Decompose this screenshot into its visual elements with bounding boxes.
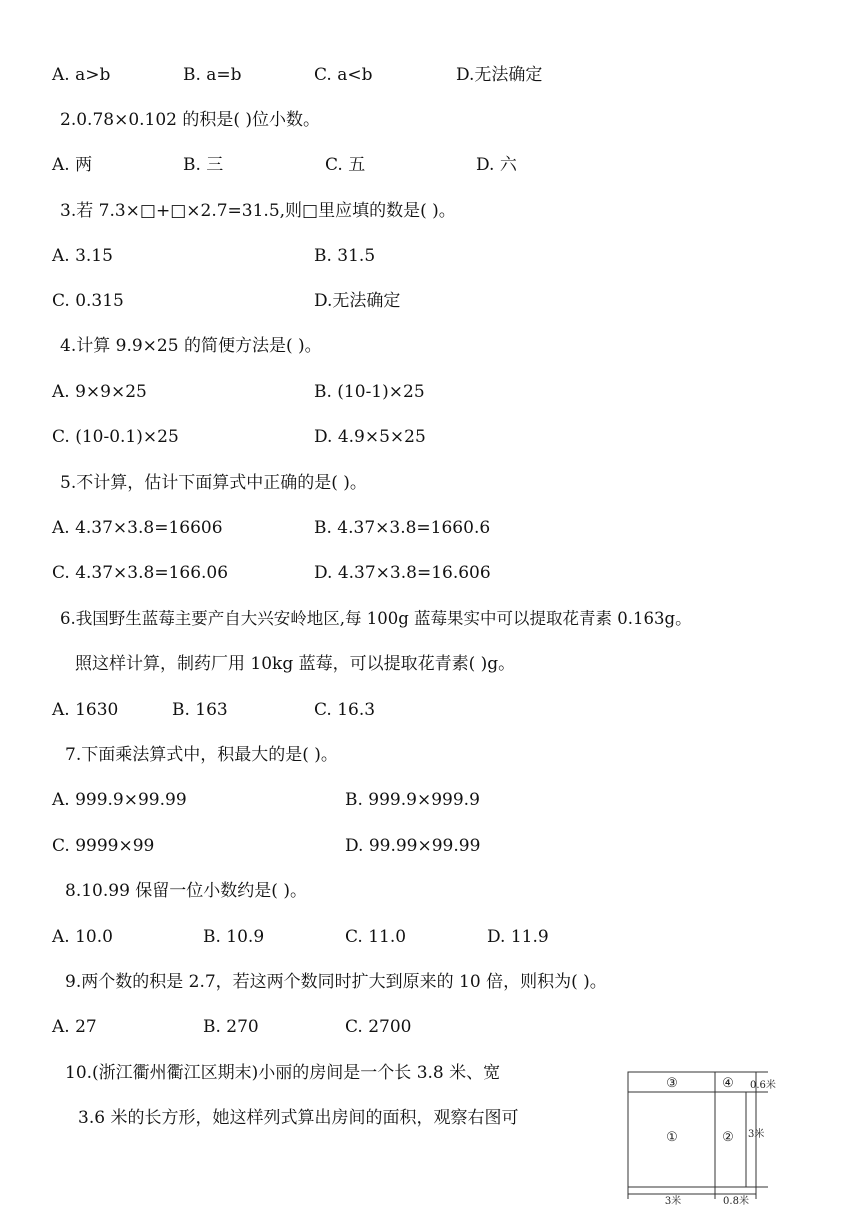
q6-stem-line1: 6.我国野生蓝莓主要产自大兴安岭地区,每 100g 蓝莓果实中可以提取花青素 0.163g。 <box>60 609 692 628</box>
q6-option-a: A. 1630 <box>52 700 119 720</box>
q8-option-a: A. 10.0 <box>52 927 113 947</box>
q2-option-b: B. 三 <box>183 155 224 175</box>
q3-option-c: C. 0.315 <box>52 291 124 311</box>
q8-stem: 8.10.99 保留一位小数约是( )。 <box>65 881 307 901</box>
q4-option-b: B. (10-1)×25 <box>314 382 425 402</box>
q5-stem: 5.不计算，估计下面算式中正确的是( )。 <box>60 473 367 493</box>
q7-option-d: D. 99.99×99.99 <box>345 836 481 856</box>
q7-option-c: C. 9999×99 <box>52 836 155 856</box>
dim-right-label: 3米 <box>748 1129 765 1140</box>
q1-option-a: A. a>b <box>52 65 111 85</box>
q4-option-d: D. 4.9×5×25 <box>314 427 426 447</box>
q10-stem-line1: 10.(浙江衢州衢江区期末)小丽的房间是一个长 3.8 米、宽 <box>65 1063 501 1083</box>
dim-bottom-right-label: 0.8米 <box>723 1196 749 1206</box>
q2-option-c: C. 五 <box>325 155 366 175</box>
q7-stem: 7.下面乘法算式中，积最大的是( )。 <box>65 745 338 765</box>
q9-option-c: C. 2700 <box>345 1017 412 1037</box>
q2-stem: 2.0.78×0.102 的积是( )位小数。 <box>60 110 321 130</box>
q8-option-b: B. 10.9 <box>203 927 265 947</box>
q6-option-c: C. 16.3 <box>314 700 376 720</box>
q5-option-b: B. 4.37×3.8=1660.6 <box>314 518 491 538</box>
room-outline <box>628 1072 756 1187</box>
region-1-label: ① <box>666 1130 678 1145</box>
q7-option-a: A. 999.9×99.99 <box>52 790 187 810</box>
q9-stem: 9.两个数的积是 2.7，若这两个数同时扩大到原来的 10 倍，则积为( )。 <box>65 972 607 992</box>
region-3-label: ③ <box>666 1076 678 1091</box>
q5-option-a: A. 4.37×3.8=16606 <box>52 518 223 538</box>
q3-option-b: B. 31.5 <box>314 246 376 266</box>
q10-stem-line2: 3.6 米的长方形，她这样列式算出房间的面积，观察右图可 <box>78 1108 519 1128</box>
q2-option-a: A. 两 <box>52 155 93 175</box>
region-2-label: ② <box>722 1130 734 1145</box>
room-area-figure <box>618 1066 788 1206</box>
q5-option-c: C. 4.37×3.8=166.06 <box>52 563 229 583</box>
q1-option-c: C. a<b <box>314 65 373 85</box>
q4-stem: 4.计算 9.9×25 的简便方法是( )。 <box>60 336 322 356</box>
q4-option-c: C. (10-0.1)×25 <box>52 427 179 447</box>
q1-option-b: B. a=b <box>183 65 242 85</box>
q2-option-d: D. 六 <box>476 155 517 175</box>
q3-option-d: D.无法确定 <box>314 291 401 311</box>
q3-stem: 3.若 7.3×□+□×2.7=31.5,则□里应填的数是( )。 <box>60 201 456 221</box>
q9-option-b: B. 270 <box>203 1017 259 1037</box>
q6-option-b: B. 163 <box>172 700 228 720</box>
q1-option-d: D.无法确定 <box>456 65 543 85</box>
q4-option-a: A. 9×9×25 <box>52 382 147 402</box>
q8-option-c: C. 11.0 <box>345 927 407 947</box>
q9-option-a: A. 27 <box>52 1017 97 1037</box>
region-4-label: ④ <box>722 1076 734 1091</box>
q3-option-a: A. 3.15 <box>52 246 113 266</box>
q6-stem-line2: 照这样计算，制药厂用 10kg 蓝莓，可以提取花青素( )g。 <box>75 654 516 674</box>
q8-option-d: D. 11.9 <box>487 927 549 947</box>
dim-bottom-left-label: 3米 <box>664 1196 682 1206</box>
dim-top-right-label: 0.6米 <box>750 1080 776 1091</box>
q7-option-b: B. 999.9×999.9 <box>345 790 480 810</box>
q5-option-d: D. 4.37×3.8=16.606 <box>314 563 491 583</box>
